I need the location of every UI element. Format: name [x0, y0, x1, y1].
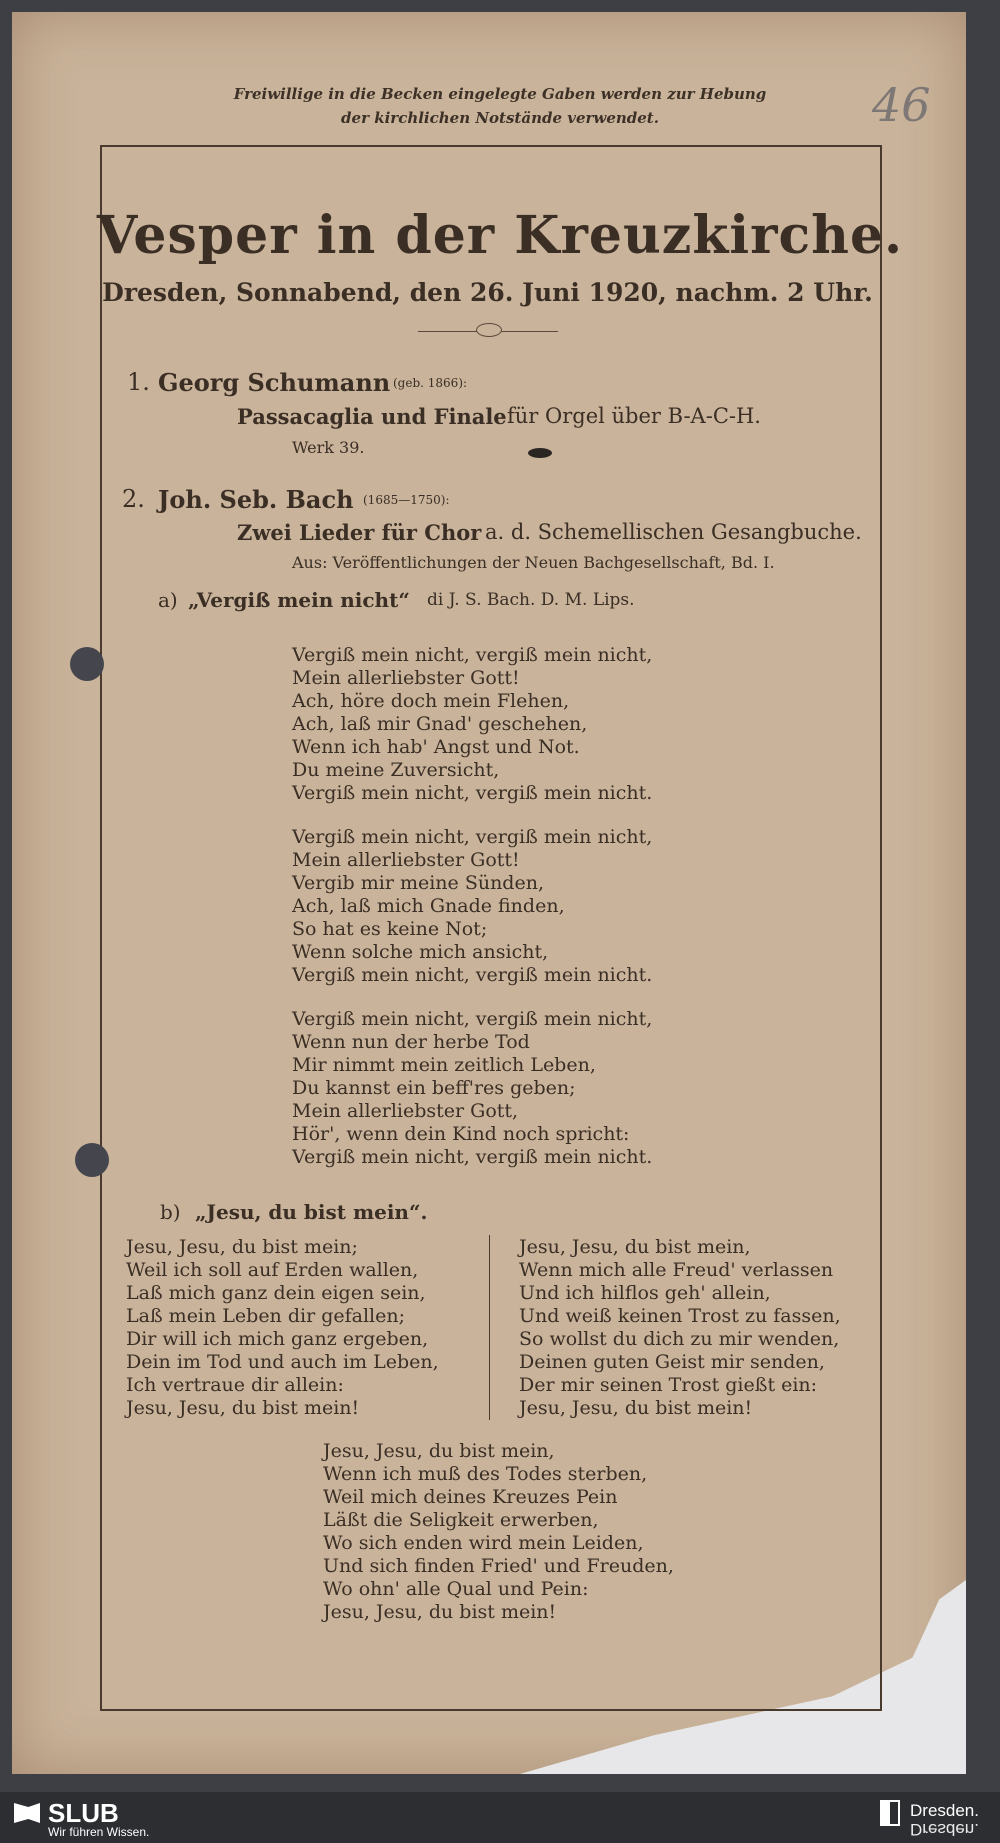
verse-line: Wo ohn' alle Qual und Pein:	[323, 1578, 589, 1600]
verse-line: Jesu, Jesu, du bist mein,	[519, 1236, 751, 1258]
song-a-title: „Vergiß mein nicht“	[188, 588, 410, 612]
verse-line: Wenn nun der herbe Tod	[292, 1031, 530, 1053]
verse-line: Wo sich enden wird mein Leiden,	[323, 1532, 644, 1554]
song-b-final-stanza	[323, 1440, 674, 1624]
verse-line: So wollst du dich zu mir wenden,	[519, 1328, 840, 1350]
slub-brand[interactable]: SLUB	[48, 1798, 119, 1828]
slub-tagline: Wir führen Wissen.	[48, 1825, 150, 1839]
verse-line: Deinen guten Geist mir senden,	[519, 1351, 825, 1373]
item2-work-title: Zwei Lieder für Chor	[237, 520, 482, 545]
song-a-stanza-1	[292, 644, 652, 805]
verse-line: Mir nimmt mein zeitlich Leben,	[292, 1054, 596, 1076]
verse-line: Jesu, Jesu, du bist mein!	[323, 1601, 557, 1623]
song-b-left-stanza	[126, 1236, 439, 1420]
verse-line: Vergiß mein nicht, vergiß mein nicht,	[292, 644, 653, 666]
verse-line: Vergib mir meine Sünden,	[292, 872, 544, 894]
verse-line: Ach, laß mir Gnad' geschehen,	[292, 713, 588, 735]
item2-source: Aus: Veröffentlichungen der Neuen Bachgesellschaft, Bd. I.	[292, 553, 775, 572]
verse-line: Laß mich ganz dein eigen sein,	[126, 1282, 426, 1304]
notice-line-2: der kirchlichen Notstände verwendet.	[341, 109, 659, 127]
verse-line: Laß mein Leben dir gefallen;	[126, 1305, 405, 1327]
verse-line: Und sich finden Fried' und Freuden,	[323, 1555, 674, 1577]
pencil-number: 46	[872, 78, 931, 132]
notice-line-1: Freiwillige in die Becken eingelegte Gaben werden zur Hebung	[233, 85, 767, 103]
song-a-stanza-3	[292, 1008, 652, 1169]
item2-composer: Joh. Seb. Bach	[158, 485, 354, 514]
verse-line: Vergiß mein nicht, vergiß mein nicht,	[292, 1008, 653, 1030]
verse-line: Du kannst ein beff'res geben;	[292, 1077, 576, 1099]
verse-line: Wenn mich alle Freud' verlassen	[519, 1259, 834, 1281]
punch-hole-2	[75, 1143, 109, 1177]
song-a-credit: di J. S. Bach. D. M. Lips.	[427, 590, 635, 610]
verse-line: Ich vertraue dir allein:	[126, 1374, 344, 1396]
verse-line: Wenn ich muß des Todes sterben,	[323, 1463, 648, 1485]
verse-line: Jesu, Jesu, du bist mein!	[126, 1397, 360, 1419]
item1-dates: (geb. 1866):	[393, 376, 468, 390]
verse-line: Mein allerliebster Gott!	[292, 849, 520, 871]
song-b-title: „Jesu, du bist mein“.	[195, 1200, 428, 1224]
verse-line: Der mir seinen Trost gießt ein:	[519, 1374, 818, 1396]
ink-smudge	[528, 448, 552, 458]
verse-line: Ach, höre doch mein Flehen,	[292, 690, 570, 712]
verse-line: Wenn solche mich ansicht,	[292, 941, 549, 963]
song-b-right-stanza	[519, 1236, 841, 1420]
verse-line: Und weiß keinen Trost zu fassen,	[519, 1305, 841, 1327]
verse-line: So hat es keine Not;	[292, 918, 488, 940]
verse-line: Vergiß mein nicht, vergiß mein nicht,	[292, 826, 653, 848]
verse-line: Vergiß mein nicht, vergiß mein nicht.	[292, 782, 653, 804]
item2-dates: (1685—1750):	[363, 493, 450, 507]
verse-line: Ach, laß mich Gnade finden,	[292, 895, 565, 917]
verse-line: Du meine Zuversicht,	[292, 759, 500, 781]
verse-line: Jesu, Jesu, du bist mein!	[519, 1397, 753, 1419]
item1-number: 1.	[127, 368, 150, 396]
verse-line: Dir will ich mich ganz ergeben,	[126, 1328, 429, 1350]
dresden-crest-icon[interactable]	[880, 1800, 900, 1826]
dresden-logo-mirror	[910, 1819, 979, 1839]
verse-line: Und ich hilflos geh' allein,	[519, 1282, 771, 1304]
item1-work-title: Passacaglia und Finale	[237, 404, 507, 429]
verse-line: Jesu, Jesu, du bist mein,	[323, 1440, 555, 1462]
song-a-label: a)	[158, 588, 178, 612]
verse-line: Mein allerliebster Gott!	[292, 667, 520, 689]
item2-work-rest: a. d. Schemellischen Gesangbuche.	[485, 520, 862, 544]
verse-line: Weil mich deines Kreuzes Pein	[323, 1486, 618, 1508]
item1-work-rest: für Orgel über B-A-C-H.	[507, 404, 761, 428]
song-b-label: b)	[160, 1200, 181, 1224]
verse-line: Dein im Tod und auch im Leben,	[126, 1351, 439, 1373]
verse-line: Jesu, Jesu, du bist mein;	[126, 1236, 358, 1258]
page-subtitle: Dresden, Sonnabend, den 26. Juni 1920, nachm. 2 Uhr.	[102, 278, 873, 307]
item1-composer: Georg Schumann	[158, 368, 391, 397]
verse-line: Hör', wenn dein Kind noch spricht:	[292, 1123, 630, 1145]
item2-number: 2.	[122, 485, 145, 513]
verse-line: Vergiß mein nicht, vergiß mein nicht.	[292, 964, 653, 986]
verse-line: Vergiß mein nicht, vergiß mein nicht.	[292, 1146, 653, 1168]
dresden-mirror-text: Dresden.	[910, 1820, 979, 1839]
verse-line: Wenn ich hab' Angst und Not.	[292, 736, 580, 758]
verse-line: Weil ich soll auf Erden wallen,	[126, 1259, 419, 1281]
verse-line: Mein allerliebster Gott,	[292, 1100, 519, 1122]
divider-ornament-icon	[476, 323, 502, 337]
song-a-stanza-2	[292, 826, 652, 987]
dresden-logo-text[interactable]: Dresden.	[910, 1801, 979, 1820]
verse-line: Läßt die Seligkeit erwerben,	[323, 1509, 599, 1531]
page-title: Vesper in der Kreuzkirche.	[96, 205, 904, 266]
punch-hole-1	[70, 647, 104, 681]
column-divider	[489, 1235, 490, 1420]
item1-opus: Werk 39.	[292, 438, 365, 457]
footer-bar	[0, 1792, 1000, 1843]
